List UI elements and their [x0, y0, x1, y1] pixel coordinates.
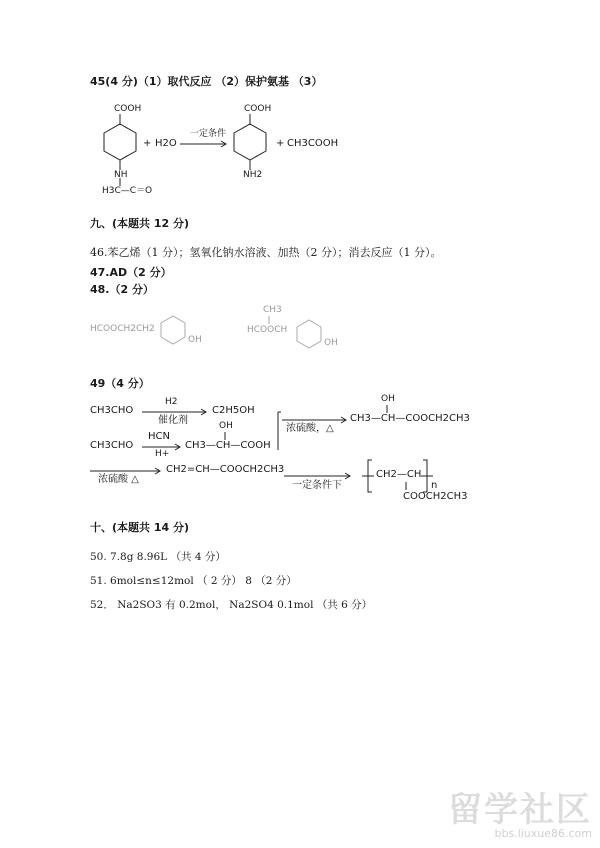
q50-answer: 50. 7.8g 8.96L （共 4 分）: [90, 551, 226, 563]
q45-product-cooh: COOH: [244, 104, 272, 114]
q48-structure-2-oh: OH: [324, 338, 338, 348]
q45-condition: 一定条件: [190, 129, 227, 139]
section10-title: 十、(本题共 14 分): [90, 521, 190, 534]
q45-product-ring: [234, 124, 266, 160]
q49-polymer-side: COOCH2CH3: [403, 491, 468, 502]
q45-header: 45(4 分)（1）取代反应 （2）保护氨基 （3）: [90, 75, 323, 88]
q49-polymer-backbone: CH2—CH: [376, 469, 422, 480]
q49-ester-oh: OH: [381, 394, 395, 404]
section9-title: 九、(本题共 12 分): [90, 217, 190, 230]
q49-row2-product: CH3—CH—COOH: [185, 440, 271, 451]
watermark: [448, 790, 592, 840]
q47-answer: 47.AD（2 分）: [90, 266, 172, 279]
q48-ring-2: [297, 320, 321, 348]
q49-header: 49（4 分）: [90, 377, 150, 390]
q49-merge-condition: 浓硫酸，△: [286, 423, 334, 434]
q45-plus-2: +: [276, 138, 285, 149]
q49-row3-condition: 浓硫酸 △: [98, 474, 139, 485]
q45-acetic-acid: CH3COOH: [287, 138, 339, 149]
q45-reactant-cooh: COOH: [114, 104, 142, 114]
q45-water: H2O: [155, 138, 177, 149]
watermark-title: 留学社区: [448, 790, 592, 830]
q45-plus-1: +: [143, 138, 152, 149]
q49-row1-catalyst: 催化剂: [158, 415, 188, 426]
q45-reactant-nh: NH: [114, 170, 128, 180]
q45-product-nh2: NH2: [243, 170, 263, 180]
q48-structure-2-methyl: CH3: [263, 305, 282, 315]
q45-reactant-acyl: H3C—C＝O: [102, 186, 153, 196]
q51-answer: 51. 6mol≤n≤12mol （ 2 分） 8 （2 分）: [90, 575, 297, 587]
q49-row2-reagent: HCN: [148, 431, 170, 442]
q49-row2-start: CH3CHO: [90, 440, 134, 451]
q49-row2-acid: H+: [155, 449, 170, 459]
q49-polymer-n: n: [431, 480, 438, 491]
q48-structure-1-chain: HCOOCH2CH2: [90, 324, 155, 334]
q52-answer: 52． Na2SO3 有 0.2mol， Na2SO4 0.1mol （共 6 分）: [90, 599, 373, 611]
q48-structure-1-oh: OH: [188, 335, 202, 345]
watermark-url: bbs.liuxue86.com: [494, 827, 592, 840]
q46-answer: 46.苯乙烯（1 分）；氢氧化钠水溶液、加热（2 分）；消去反应（1 分）。: [90, 246, 442, 259]
q49-monomer: CH2=CH—COOCH2CH3: [166, 464, 285, 475]
q49-row1-start: CH3CHO: [90, 405, 134, 416]
q49-row1-product: C2H5OH: [212, 405, 255, 416]
q49-row1-reagent: H2: [165, 397, 178, 407]
q48-structure-2-chain: HCOOCH: [247, 325, 288, 335]
q49-polymer-condition: 一定条件下: [292, 480, 342, 491]
q48-ring-1: [161, 316, 185, 344]
q48-header: 48.（2 分）: [90, 283, 154, 296]
q49-ester-product: CH3—CH—COOCH2CH3: [350, 413, 470, 424]
q49-row2-oh: OH: [219, 421, 233, 431]
q45-reactant-ring: [104, 124, 136, 160]
